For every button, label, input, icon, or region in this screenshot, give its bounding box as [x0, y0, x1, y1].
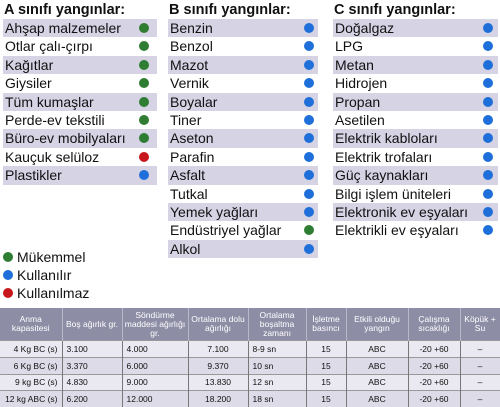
list-item: [168, 74, 318, 92]
class-c-title: C sınıfı yangınlar:: [334, 2, 456, 18]
item-label: Alkol: [170, 240, 201, 257]
table-cell: 18 sn: [248, 391, 306, 407]
legend-label: Kullanılmaz: [17, 285, 90, 301]
list-item: [333, 74, 498, 92]
blue-dot-icon: [304, 152, 314, 162]
legend-item-usable: [3, 266, 89, 284]
class-c-column: [333, 0, 498, 240]
table-cell: 4 Kg BC (s): [0, 341, 62, 358]
list-item: [168, 37, 318, 55]
table-cell: 18.200: [188, 391, 248, 407]
blue-dot-icon: [304, 189, 314, 199]
table-cell: 12 kg ABC (s): [0, 391, 62, 407]
item-label: Giysiler: [5, 75, 52, 92]
table-cell: 15: [306, 374, 346, 391]
list-item: [3, 56, 157, 74]
class-b-list: [168, 19, 318, 258]
item-label: Mazot: [170, 56, 209, 73]
item-label: Aseton: [170, 130, 214, 147]
table-cell: 15: [306, 357, 346, 374]
table-cell: -20 +60: [408, 341, 460, 358]
list-item: [168, 240, 318, 258]
green-dot-icon: [139, 133, 149, 143]
class-a-list: [3, 19, 157, 185]
table-cell: –: [460, 357, 500, 374]
blue-dot-icon: [483, 97, 493, 107]
table-cell: 15: [306, 391, 346, 407]
blue-dot-icon: [139, 170, 149, 180]
blue-dot-icon: [304, 207, 314, 217]
header-empty-weight: Boş ağırlık gr.: [62, 308, 122, 341]
list-item: [333, 185, 498, 203]
blue-dot-icon: [483, 133, 493, 143]
item-label: Endüstriyel yağlar: [170, 222, 282, 239]
extinguisher-spec-table: [0, 308, 500, 407]
item-label: Ahşap malzemeler: [5, 20, 121, 36]
green-dot-icon: [304, 225, 314, 235]
blue-dot-icon: [483, 23, 493, 33]
list-item: [168, 148, 318, 166]
blue-dot-icon: [304, 41, 314, 51]
blue-dot-icon: [3, 270, 13, 280]
table-cell: –: [460, 341, 500, 358]
list-item: [3, 148, 157, 166]
table-cell: 13.830: [188, 374, 248, 391]
list-item: [168, 203, 318, 221]
item-label: Elektrikli ev eşyaları: [335, 222, 459, 239]
class-a-title: A sınıfı yangınlar:: [4, 2, 126, 18]
table-cell: 7.100: [188, 341, 248, 358]
table-cell: ABC: [346, 341, 408, 358]
list-item: [333, 148, 498, 166]
blue-dot-icon: [304, 78, 314, 88]
item-label: Güç kaynakları: [335, 167, 429, 184]
list-item: [333, 111, 498, 129]
item-label: Benzol: [170, 38, 213, 55]
table-cell: ABC: [346, 374, 408, 391]
green-dot-icon: [139, 60, 149, 70]
green-dot-icon: [139, 23, 149, 33]
header-agent-weight: Söndürme maddesi ağırlığı gr.: [122, 308, 188, 341]
table-header-row: [0, 308, 500, 341]
list-item: [168, 93, 318, 111]
item-label: Boyalar: [170, 93, 218, 110]
table-cell: –: [460, 391, 500, 407]
table-cell: 4.830: [62, 374, 122, 391]
green-dot-icon: [139, 97, 149, 107]
table-cell: 6.000: [122, 357, 188, 374]
item-label: Doğalgaz: [335, 20, 395, 36]
green-dot-icon: [139, 78, 149, 88]
blue-dot-icon: [483, 60, 493, 70]
table-row: [0, 357, 500, 374]
green-dot-icon: [3, 252, 13, 262]
table-cell: 12 sn: [248, 374, 306, 391]
list-item: [333, 19, 498, 37]
table-row: [0, 391, 500, 407]
table-cell: ABC: [346, 357, 408, 374]
blue-dot-icon: [483, 207, 493, 217]
table-cell: ABC: [346, 391, 408, 407]
table-cell: -20 +60: [408, 374, 460, 391]
list-item: [168, 221, 318, 239]
table-cell: 15: [306, 341, 346, 358]
header-discharge-time: Ortalama boşaltma zamanı: [248, 308, 306, 341]
table-row: [0, 374, 500, 391]
item-label: Benzin: [170, 20, 213, 36]
list-item: [333, 166, 498, 184]
list-item: [333, 221, 498, 239]
class-b-column: [168, 0, 318, 258]
item-label: Tüm kumaşlar: [5, 93, 94, 110]
table-cell: 12.000: [122, 391, 188, 407]
class-a-column: [3, 0, 157, 185]
legend-label: Kullanılır: [17, 267, 72, 283]
table-cell: 4.000: [122, 341, 188, 358]
item-label: Hidrojen: [335, 75, 388, 92]
list-item: [3, 74, 157, 92]
red-dot-icon: [3, 288, 13, 298]
list-item: [168, 19, 318, 37]
item-label: Elektronik ev eşyaları: [335, 203, 469, 220]
item-label: Büro-ev mobilyaları: [5, 130, 126, 147]
list-item: [3, 37, 157, 55]
item-label: Yemek yağları: [170, 203, 259, 220]
list-item: [333, 93, 498, 111]
blue-dot-icon: [483, 41, 493, 51]
table-cell: 9.000: [122, 374, 188, 391]
item-label: Bilgi işlem üniteleri: [335, 185, 451, 202]
table-row: [0, 341, 500, 358]
class-b-title: B sınıfı yangınlar:: [169, 2, 291, 18]
blue-dot-icon: [304, 244, 314, 254]
header-foam-water: Köpük + Su: [460, 308, 500, 341]
table-cell: 10 sn: [248, 357, 306, 374]
blue-dot-icon: [483, 225, 493, 235]
list-item: [3, 111, 157, 129]
item-label: Parafin: [170, 148, 215, 165]
list-item: [3, 19, 157, 37]
list-item: [168, 111, 318, 129]
header-rated-capacity: Anma kapasitesi: [0, 308, 62, 341]
blue-dot-icon: [483, 189, 493, 199]
item-label: Kauçuk selüloz: [5, 148, 100, 165]
table-cell: 6 Kg BC (s): [0, 357, 62, 374]
blue-dot-icon: [304, 60, 314, 70]
table-cell: 3.370: [62, 357, 122, 374]
table-cell: -20 +60: [408, 357, 460, 374]
list-item: [3, 93, 157, 111]
legend-label: Mükemmel: [17, 249, 86, 265]
item-label: Otlar çalı-çırpı: [5, 38, 93, 55]
item-label: Kağıtlar: [5, 56, 54, 73]
table-cell: -20 +60: [408, 391, 460, 407]
list-item: [333, 37, 498, 55]
list-item: [333, 203, 498, 221]
item-label: Plastikler: [5, 167, 62, 184]
list-item: [3, 129, 157, 147]
rating-legend: [3, 248, 89, 302]
item-label: Asfalt: [170, 167, 206, 184]
list-item: [168, 56, 318, 74]
table-cell: 9 kg BC (s): [0, 374, 62, 391]
blue-dot-icon: [304, 133, 314, 143]
item-label: Vernik: [170, 75, 209, 92]
item-label: Elektrik trofaları: [335, 148, 433, 165]
item-label: LPG: [335, 38, 364, 55]
list-item: [333, 56, 498, 74]
blue-dot-icon: [483, 152, 493, 162]
blue-dot-icon: [304, 97, 314, 107]
green-dot-icon: [139, 115, 149, 125]
legend-item-excellent: [3, 248, 89, 266]
item-label: Elektrik kabloları: [335, 130, 438, 147]
blue-dot-icon: [483, 170, 493, 180]
item-label: Metan: [335, 56, 374, 73]
list-item: [168, 129, 318, 147]
item-label: Tiner: [170, 111, 202, 128]
list-item: [3, 166, 157, 184]
list-item: [333, 129, 498, 147]
blue-dot-icon: [304, 170, 314, 180]
blue-dot-icon: [483, 115, 493, 125]
legend-item-unusable: [3, 284, 89, 302]
table-cell: 3.100: [62, 341, 122, 358]
header-fire-class: Etkili olduğu yangın: [346, 308, 408, 341]
table-cell: –: [460, 374, 500, 391]
red-dot-icon: [139, 152, 149, 162]
item-label: Tutkal: [170, 185, 208, 202]
blue-dot-icon: [483, 78, 493, 88]
blue-dot-icon: [304, 23, 314, 33]
class-c-list: [333, 19, 498, 240]
header-pressure: İşletme basıncı: [306, 308, 346, 341]
table-cell: 8-9 sn: [248, 341, 306, 358]
header-temperature: Çalışma sıcaklığı: [408, 308, 460, 341]
green-dot-icon: [139, 41, 149, 51]
list-item: [168, 166, 318, 184]
item-label: Perde-ev tekstili: [5, 111, 105, 128]
item-label: Asetilen: [335, 111, 385, 128]
item-label: Propan: [335, 93, 381, 110]
table-cell: 6.200: [62, 391, 122, 407]
header-full-weight: Ortalama dolu ağırlığı: [188, 308, 248, 341]
table-cell: 9.370: [188, 357, 248, 374]
list-item: [168, 185, 318, 203]
blue-dot-icon: [304, 115, 314, 125]
